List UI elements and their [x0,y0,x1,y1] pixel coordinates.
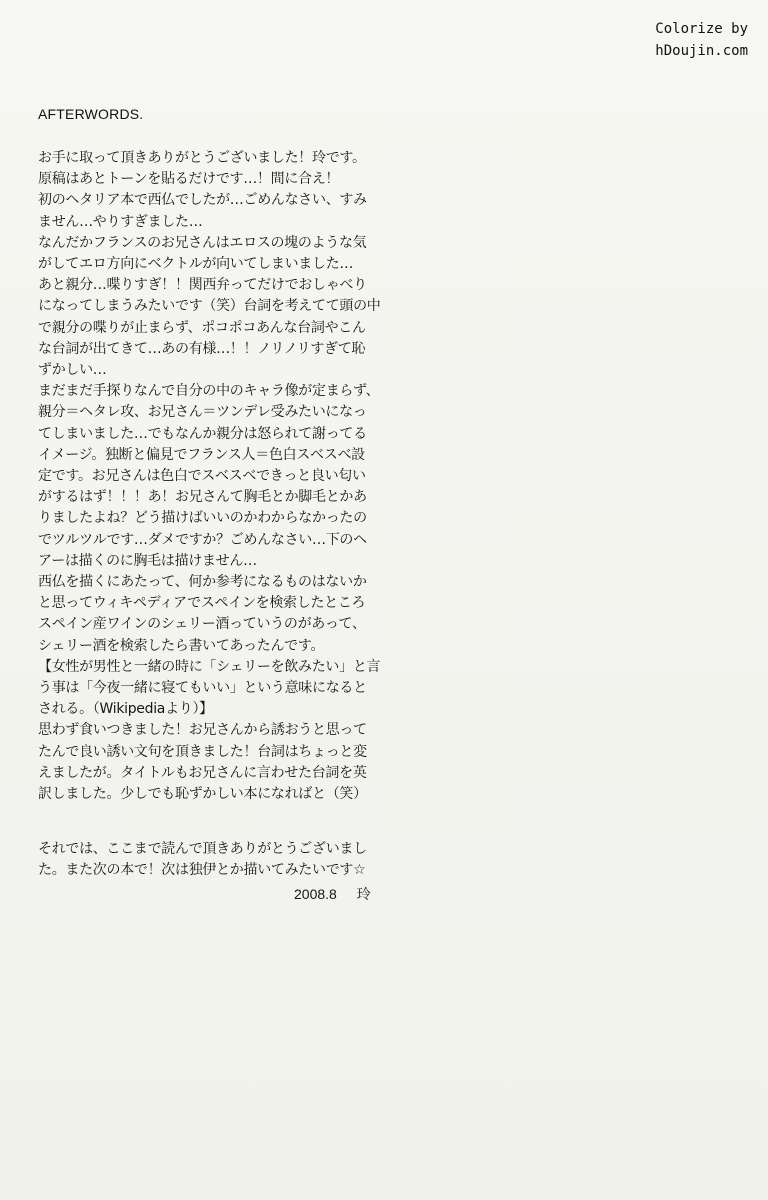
signature [294,884,371,904]
closing-line-1: それでは、ここまで読んで頂きありがとうございまし [38,841,367,857]
body-line-16: 定です。お兄さんは色白でスベスベできっと良い匂い [38,468,366,485]
body-line-28: 思わず食いつきました！お兄さんから誘おうと思って [38,722,367,739]
colorize-credit [655,18,748,62]
body-line-11: ずかしい… [38,362,107,379]
body-line-4: ません…やりすぎました… [38,213,203,230]
body-line-24: シェリー酒を検索したら書いてあったんです。 [38,637,325,654]
body-line-9: で親分の喋りが止まらず、ポコポコあんな台詞やこん [38,319,366,336]
signature-name: 玲 [356,886,371,902]
body-line-31: 訳しました。少しでも恥ずかしい本になればと（笑） [38,786,367,803]
body-line-18: りましたよね？どう描けばいいのかわからなかったの [38,510,367,527]
body-line-22: と思ってウィキペディアでスペインを検索したところ [38,595,366,612]
body-line-29: たんで良い誘い文句を頂きました！台詞はちょっと変 [38,743,367,760]
body-line-1: お手に取って頂きありがとうございました！玲です。 [38,150,366,166]
credit-line-1: Colorize by [655,21,748,37]
body-line-30: えましたが。タイトルもお兄さんに言わせた台詞を英 [38,764,367,781]
body-line-10: な台詞が出てきて…あの有様…！！ノリノリすぎて恥 [38,340,366,357]
body-line-7: あと親分…喋りすぎ！！関西弁ってだけでおしゃべり [38,277,367,294]
body-line-13: 親分＝ヘタレ攻、お兄さん＝ツンデレ受みたいになっ [38,404,367,421]
body-line-2: 原稿はあとトーンを貼るだけです…！間に合え！ [38,171,340,188]
body-line-12: まだまだ手探りなんで自分の中のキャラ像が定まらず、 [38,383,380,400]
credit-line-2: hDoujin.com [655,43,748,59]
body-line-23: スペイン産ワインのシェリー酒っていうのがあって、 [38,616,366,633]
body-line-14: てしまいました…でもなんか親分は怒られて謝ってる [38,425,367,442]
body-line-3: 初のヘタリア本で西仏でしたが…ごめんなさい、すみ [38,192,367,209]
body-line-20: アーは描くのに胸毛は描けません… [38,552,257,569]
body-line-27: される。（Wikipediaより）】 [38,701,213,718]
afterword-body [38,148,418,805]
afterwords-title: AFTERWORDS. [38,106,144,122]
body-line-5: なんだかフランスのお兄さんはエロスの塊のような気 [38,234,367,251]
body-line-25: 【女性が男性と一緒の時に「シェリーを飲みたい」と言 [38,658,381,675]
closing-text [38,839,418,881]
body-line-6: がしてエロ方向にベクトルが向いてしまいました… [38,256,354,273]
body-line-26: う事は「今夜一緒に寝てもいい」という意味になると [38,680,367,697]
body-line-17: がするはず！！！あ！お兄さんて胸毛とか脚毛とかあ [38,489,367,506]
body-line-19: でツルツルです…ダメですか？ごめんなさい…下のヘ [38,531,367,548]
signature-date: 2008.8 [294,886,337,902]
body-line-8: になってしまうみたいです（笑）台詞を考えてて頭の中 [38,298,381,315]
body-line-15: イメージ。独断と偏見でフランス人＝色白スベスベ設 [38,446,365,463]
closing-line-2: た。また次の本で！次は独伊とか描いてみたいです☆ [38,862,366,879]
body-line-21: 西仏を描くにあたって、何か参考になるものはないか [38,574,367,591]
